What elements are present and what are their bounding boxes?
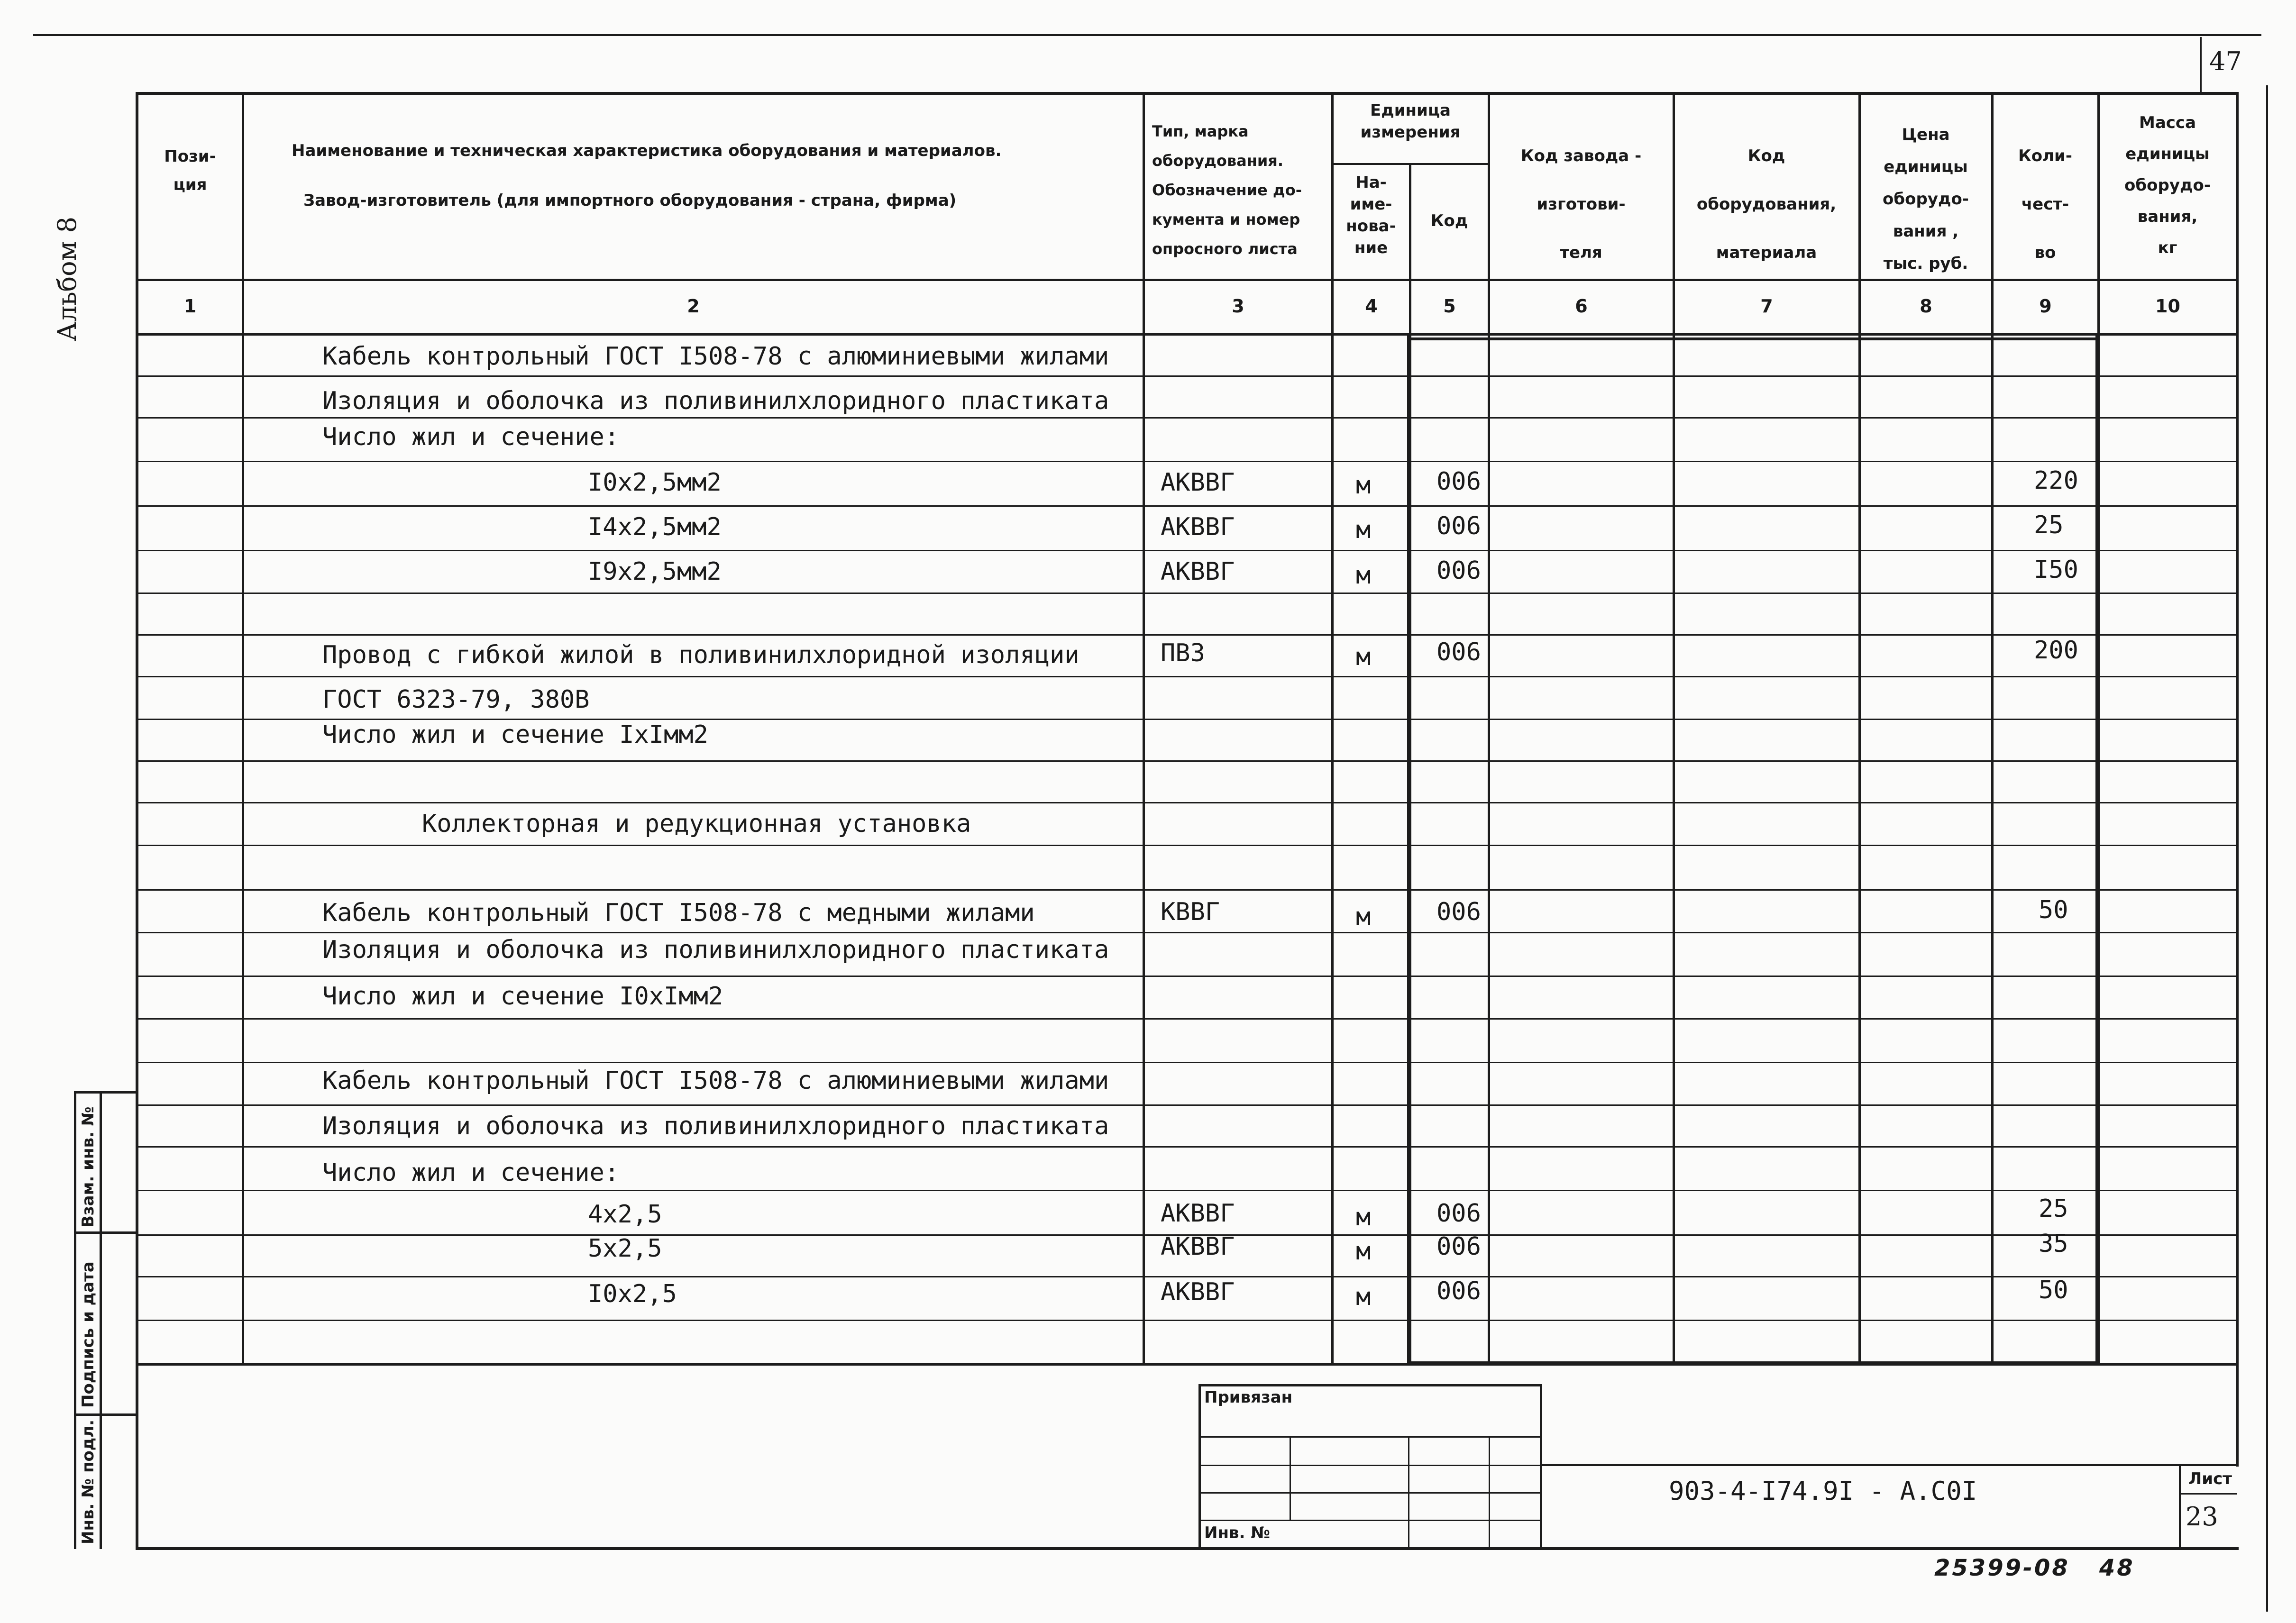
page-edge-line	[2266, 85, 2268, 1612]
row-qty: 25	[2034, 511, 2064, 539]
row-qty: 50	[2039, 896, 2068, 924]
col-sep-1	[242, 92, 244, 1364]
row-name: Число жил и сечение:	[322, 1158, 620, 1187]
row-code: 006	[1436, 512, 1481, 540]
row-line	[138, 593, 2236, 594]
col-sep-6	[1673, 92, 1675, 1364]
sheet-box-divider	[2180, 1493, 2237, 1495]
col-sep-3	[1331, 92, 1334, 1364]
side-stamp-mid-border	[100, 1091, 102, 1549]
table-right-border	[2236, 92, 2239, 1467]
bold-frame-bottom	[1407, 1361, 2099, 1365]
row-line	[138, 505, 2236, 507]
doc-code: 903-4-I74.9I - А.С0I	[1669, 1476, 1977, 1506]
row-line	[138, 760, 2236, 762]
row-line	[138, 889, 2236, 891]
sheet-corner-number: 47	[2209, 46, 2242, 76]
row-line	[138, 932, 2236, 933]
row-type: АКВВГ	[1161, 557, 1235, 586]
row-unit: м	[1356, 516, 1371, 544]
row-unit: м	[1356, 471, 1371, 500]
row-unit: м	[1356, 1283, 1371, 1311]
row-line	[138, 1320, 2236, 1321]
row-name: Число жил и сечение I0xIмм2	[322, 982, 723, 1011]
colnum-8: 8	[1920, 296, 1932, 317]
header-col8: Цена единицы оборудо- вания , тыс. руб.	[1883, 125, 1969, 273]
header-col4: На- име- нова- ние	[1346, 173, 1396, 257]
frame-bottom-line	[137, 1547, 2239, 1550]
row-line	[138, 1104, 2236, 1106]
unit-group-divider	[1331, 163, 1489, 165]
row-code: 006	[1436, 1199, 1481, 1228]
col-sep-7	[1858, 92, 1861, 1364]
row-name: Кабель контрольный ГОСТ I508-78 с алюминиевыми жилами	[322, 342, 1109, 371]
header-col5: Код	[1430, 211, 1468, 230]
row-line	[138, 976, 2236, 977]
row-name: 5x2,5	[588, 1234, 662, 1263]
row-code: 006	[1436, 556, 1481, 585]
row-type: АКВВГ	[1161, 513, 1235, 541]
row-line	[138, 845, 2236, 846]
row-code: 006	[1436, 1277, 1481, 1305]
row-unit: м	[1356, 1203, 1371, 1231]
row-name: Изоляция и оболочка из поливинилхлоридного пластиката	[322, 936, 1109, 964]
row-line	[138, 1146, 2236, 1148]
sheet-number: 23	[2186, 1502, 2218, 1532]
bold-frame-left	[1407, 336, 1411, 1365]
row-name: Провод с гибкой жилой в поливинилхлоридной изоляции	[322, 641, 1079, 669]
side-stamp-inv-podl: Инв. № подл.	[79, 1419, 98, 1544]
sheet-box-left	[2179, 1465, 2181, 1549]
row-name: Кабель контрольный ГОСТ I508-78 с алюминиевыми жилами	[322, 1067, 1109, 1095]
row-type: АКВВГ	[1161, 468, 1235, 497]
row-line	[138, 550, 2236, 551]
row-name: Число жил и сечение:	[322, 423, 620, 451]
colnum-10: 10	[2155, 296, 2180, 317]
colnum-5: 5	[1443, 296, 1456, 317]
corner-box-left-border	[2200, 37, 2202, 94]
side-stamp-divider-1	[74, 1231, 138, 1234]
album-label: Альбом 8	[52, 216, 82, 341]
row-unit: м	[1356, 561, 1371, 590]
row-name: Число жил и сечение IxIмм2	[322, 720, 708, 749]
header-unit-group: Единица измерения	[1360, 101, 1461, 142]
header-col2-line2: Завод-изготовитель (для импортного оборудования - страна, фирма)	[303, 191, 957, 210]
privyazan-right	[1540, 1384, 1542, 1550]
side-stamp-top	[74, 1091, 138, 1094]
header-col1: Пози- ция	[164, 147, 216, 194]
row-line	[138, 1190, 2236, 1191]
row-qty: 50	[2039, 1276, 2068, 1304]
top-frame-line	[33, 34, 2261, 36]
row-unit: м	[1356, 903, 1371, 931]
row-code: 006	[1436, 898, 1481, 926]
row-qty: I50	[2034, 556, 2078, 584]
header-col2-line1: Наименование и техническая характеристика оборудования и материалов.	[292, 141, 1002, 160]
header-col3: Тип, марка оборудования. Обозначение до- кумента и номер опросного листа	[1152, 122, 1302, 258]
doc-code-top	[1541, 1464, 2238, 1466]
row-name: I0x2,5мм2	[588, 468, 722, 497]
side-stamp-podpis-data: Подпись и дата	[79, 1261, 98, 1408]
row-type: АКВВГ	[1161, 1278, 1235, 1306]
row-type: КВВГ	[1161, 898, 1220, 926]
row-name: I4x2,5мм2	[588, 513, 722, 541]
row-qty: 25	[2039, 1194, 2068, 1223]
header-col10: Масса единицы оборудо- вания, кг	[2124, 113, 2211, 257]
colnum-2: 2	[687, 296, 700, 317]
row-line	[138, 719, 2236, 720]
privyazan-col-line	[1290, 1436, 1291, 1521]
row-line	[138, 1018, 2236, 1020]
row-code: 006	[1436, 467, 1481, 496]
row-type: АКВВГ	[1161, 1199, 1235, 1228]
colnum-9: 9	[2039, 296, 2052, 317]
side-stamp-divider-2	[74, 1413, 138, 1416]
row-type: АКВВГ	[1161, 1232, 1235, 1261]
privyazan-col-line	[1489, 1436, 1490, 1548]
row-name: 4x2,5	[588, 1200, 662, 1229]
privyazan-top	[1199, 1384, 1541, 1386]
bold-frame-right	[2095, 336, 2099, 1365]
colnum-4: 4	[1365, 296, 1378, 317]
footer-handwritten-number: 25399-08 48	[1934, 1555, 2135, 1581]
col-sep-8	[1991, 92, 1994, 1364]
col-sep-2	[1143, 92, 1145, 1364]
row-name: I0x2,5	[588, 1280, 677, 1308]
row-line	[138, 802, 2236, 803]
row-line	[138, 1062, 2236, 1063]
colnum-6: 6	[1575, 296, 1588, 317]
header-col7: Код оборудования, материала	[1696, 146, 1837, 262]
row-name: Изоляция и оболочка из поливинилхлоридного пластиката	[322, 1112, 1109, 1140]
row-unit: м	[1356, 1237, 1371, 1266]
row-qty: 35	[2039, 1230, 2068, 1258]
section-heading: Коллекторная и редукционная установка	[422, 810, 971, 838]
privyazan-left	[1198, 1384, 1201, 1550]
header-col6: Код завода - изготови- теля	[1520, 146, 1642, 262]
header-col9: Коли- чест- во	[2018, 146, 2072, 262]
row-line	[138, 375, 2236, 377]
colnum-3: 3	[1232, 296, 1244, 317]
row-name: Кабель контрольный ГОСТ I508-78 с медными жилами	[322, 899, 1035, 927]
row-line	[138, 1276, 2236, 1277]
privyazan-label: Привязан	[1204, 1388, 1293, 1407]
row-line	[138, 461, 2236, 462]
row-line	[138, 676, 2236, 677]
bold-frame-top	[1407, 337, 2099, 340]
row-line	[138, 417, 2236, 419]
row-code: 006	[1436, 638, 1481, 666]
col-sep-5	[1488, 92, 1490, 1364]
row-name: Изоляция и оболочка из поливинилхлоридного пластиката	[322, 387, 1109, 415]
colnum-7: 7	[1760, 296, 1773, 317]
colnum-1: 1	[183, 296, 197, 317]
side-stamp-vzam-inv: Взам. инв. №	[79, 1106, 98, 1228]
inv-no-label: Инв. №	[1204, 1523, 1271, 1542]
side-stamp-left-border	[74, 1091, 76, 1549]
column-numbers-bottom-line	[137, 333, 2239, 336]
privyazan-col-line	[1408, 1436, 1409, 1548]
row-name: I9x2,5мм2	[588, 557, 722, 586]
row-code: 006	[1436, 1232, 1481, 1261]
sheet-label: Лист	[2188, 1469, 2232, 1488]
row-unit: м	[1356, 643, 1371, 671]
table-top-border	[137, 92, 2239, 95]
row-type: ПВЗ	[1161, 639, 1205, 667]
row-name: ГОСТ 6323-79, 380В	[322, 685, 590, 714]
row-line	[138, 634, 2236, 636]
row-qty: 200	[2034, 636, 2078, 665]
row-qty: 220	[2034, 466, 2078, 495]
